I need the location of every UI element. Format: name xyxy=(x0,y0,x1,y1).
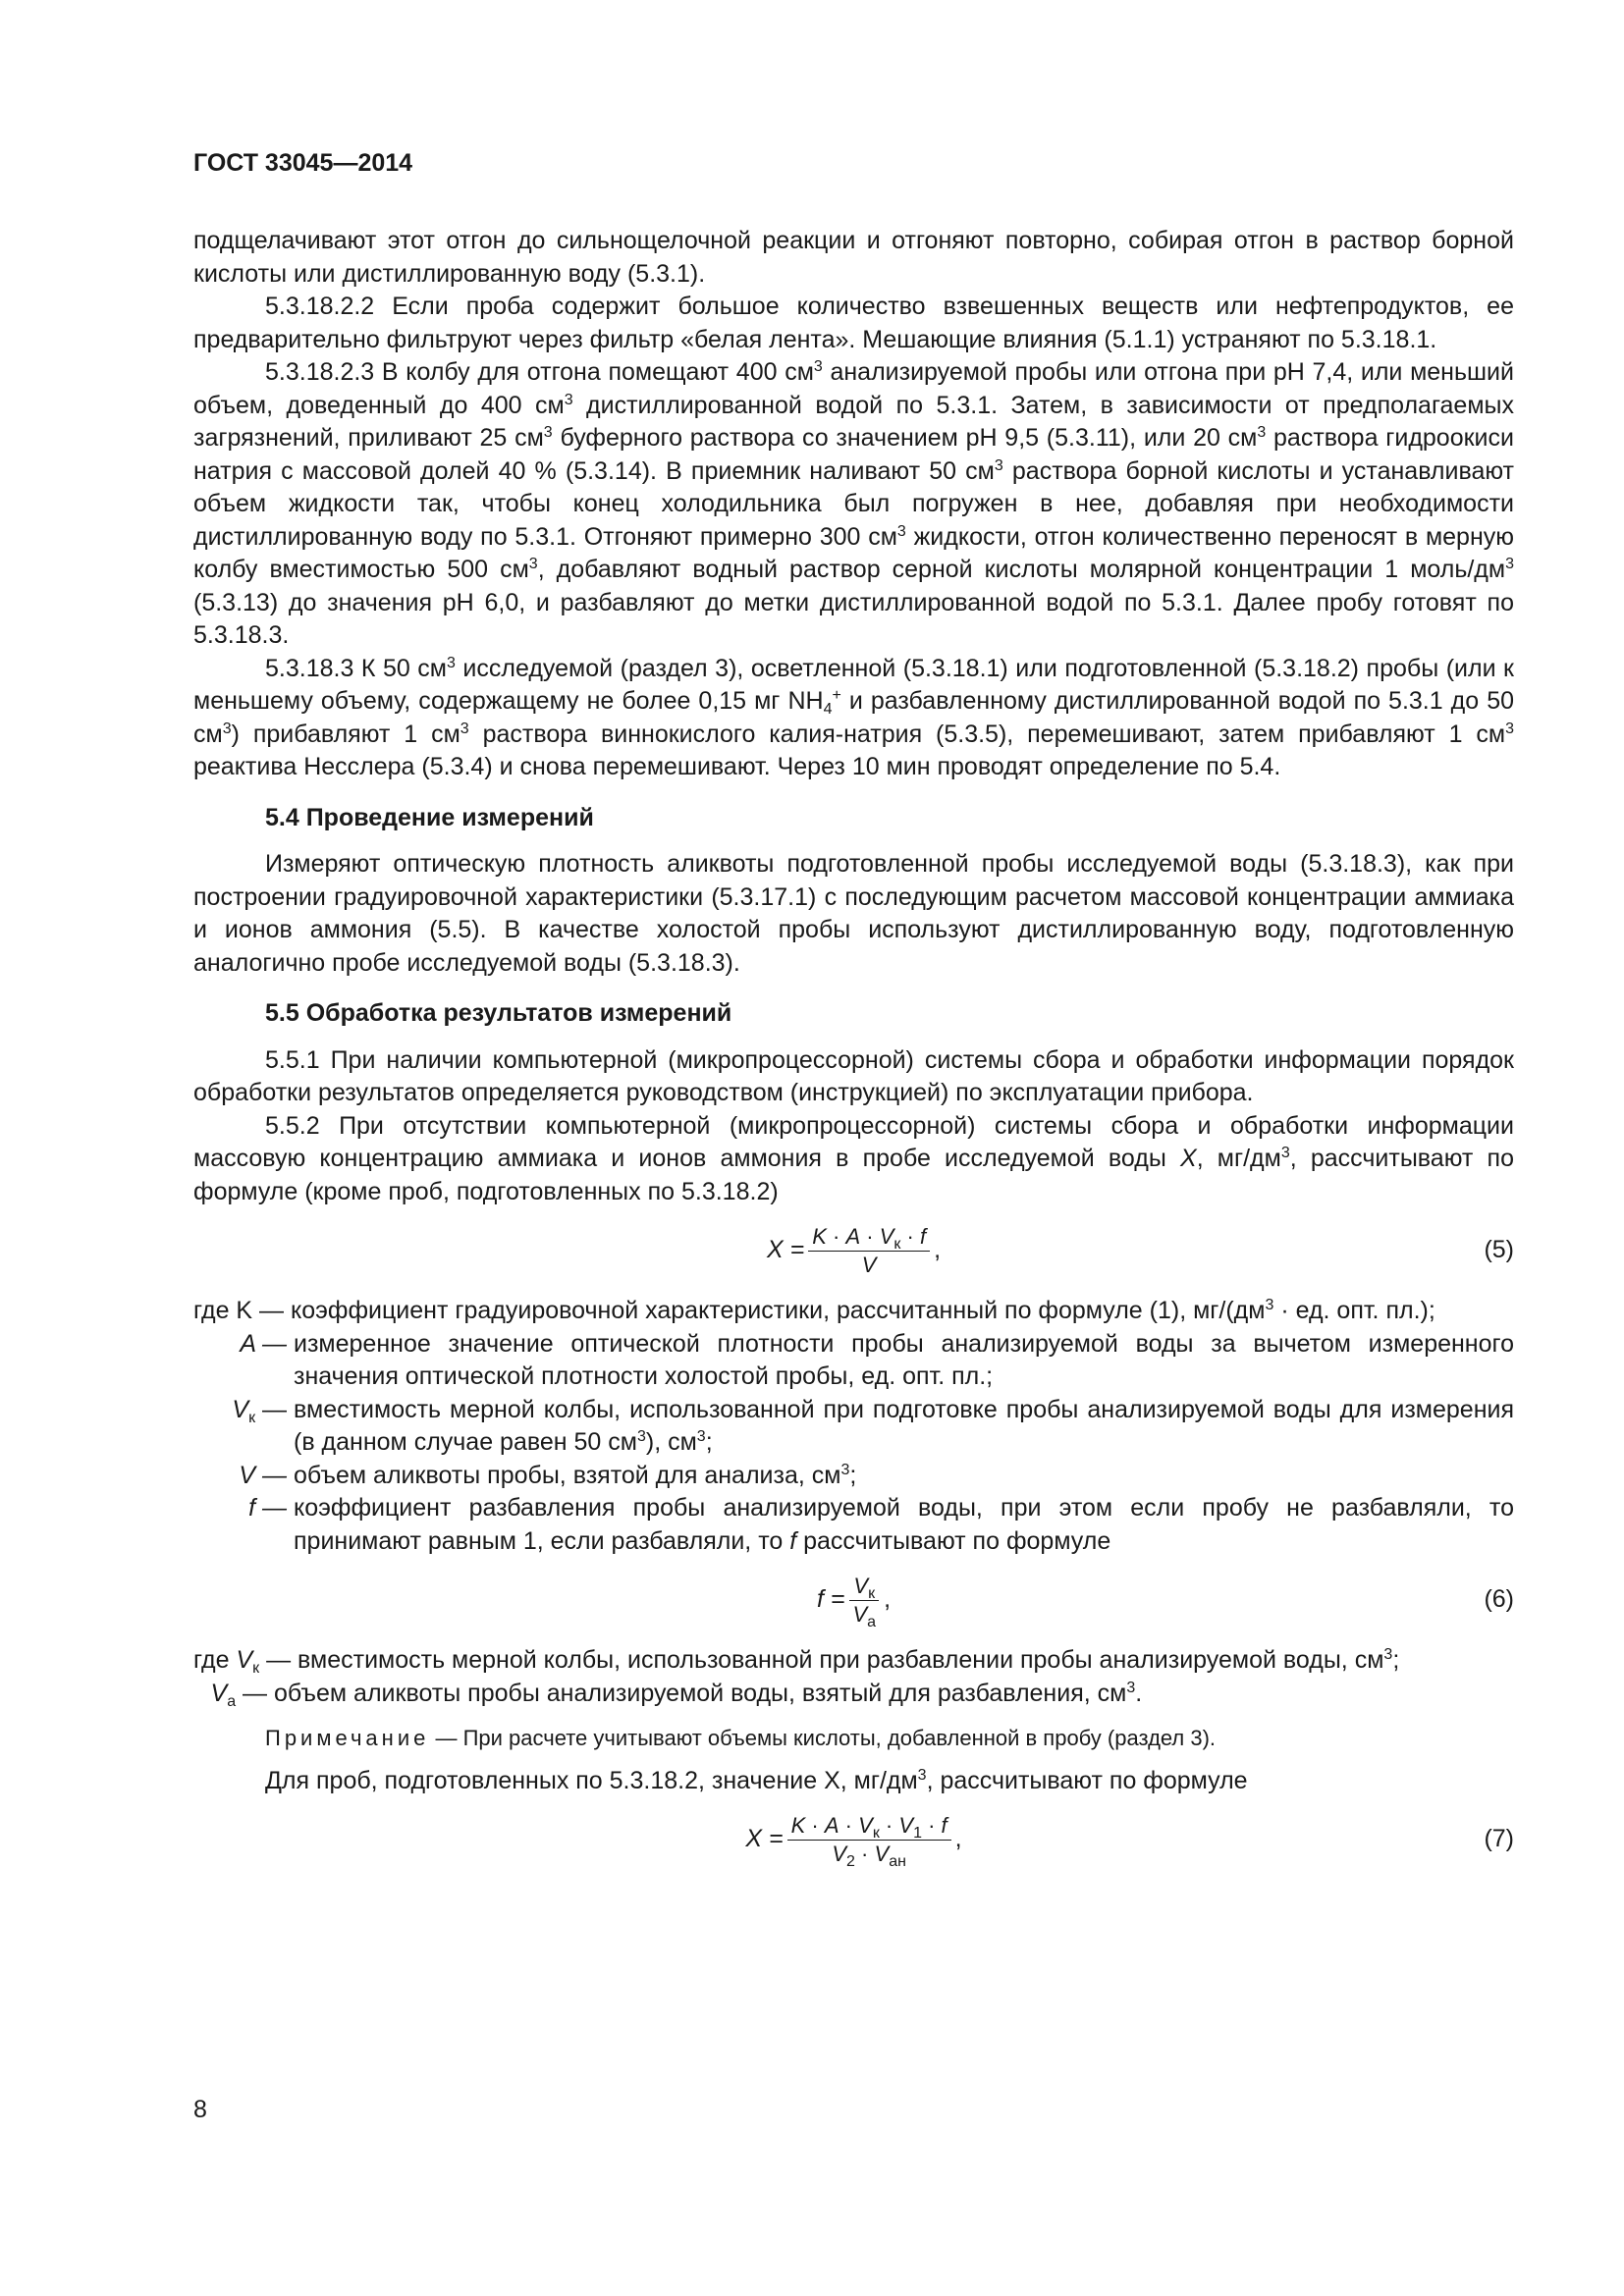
formula-6: f = $\frac{V_к}{V_а}$ , (6) xyxy=(816,1574,1514,1630)
formula-5-number: (5) xyxy=(1484,1236,1514,1263)
formula-5-fraction: $\frac{K \cdot A \cdot V_к \cdot f}{V}$ xyxy=(808,1223,930,1278)
section-title-5-5: 5.5 Обработка результатов измерений xyxy=(265,999,732,1027)
definition-a: A — измеренное значение оптической плотности пробы анализируемой воды за вычетом измеренного значения оптической плотности холостой пробы, ед. опт. пл.; xyxy=(240,1329,1514,1390)
definition-vk: $V_к$ — вместимость мерной колбы, использованной при подготовке пробы анализируемой воды для измерения (в данном случае равен 50 $см^3$), $см^3$; xyxy=(232,1395,1514,1456)
paragraph-5-3-18-2-2: 5.3.18.2.2 Если проба содержит большое количество взвешенных веществ или нефтепродуктов, ее предварительно фильтруют через фильтр «белая лента». Мешающие влияния (5.1.1) устраняют по 5.3.18.1. xyxy=(193,293,1514,353)
definition-v: V — объем аликвоты пробы, взятой для анализа, $см^3$; xyxy=(239,1461,857,1489)
formula-7-lhs: X = xyxy=(745,1825,784,1853)
paragraph-5-3-18-3: 5.3.18.3 К 50 $см^3$ исследуемой (раздел 3), осветленной (5.3.18.1) или подготовленной (5.3.18.2) пробы (или к меньшему объему, содержащему не более 0,15 мг $NH_4^+$ и разбавленному дистиллированной водой по 5.3.1 до 50 $см^3$) прибавляют 1 $см^3$ раствора виннокислого калия-натрия (5.3.5), перемешивают, затем прибавляют 1 $см^3$ реактива Несслера (5.3.4) и снова перемешивают. Через 10 мин проводят определение по 5.4. xyxy=(193,654,1514,780)
formula-5: X = $\frac{K \cdot A \cdot V_к \cdot f}{V}$ , (5) xyxy=(766,1224,1514,1277)
formula-7-number: (7) xyxy=(1484,1825,1514,1852)
formula-6-lhs: f = xyxy=(816,1585,845,1614)
definition-f: f — коэффициент разбавления пробы анализируемой воды, при этом если пробу не разбавляли, то принимают равным 1, если разбавляли, то f рассчитывают по формуле xyxy=(248,1494,1514,1555)
definition-va: $V_а$ — объем аликвоты пробы анализируемой воды, взятый для разбавления, $см^3$. xyxy=(210,1679,1143,1710)
formula-7: X = $\frac{K \cdot A \cdot V_к \cdot V_1 \cdot f}{V_2 \cdot V_{ан}}$ , (7) xyxy=(745,1813,1514,1870)
formula-5-lhs: X = xyxy=(766,1236,805,1264)
page-content xyxy=(193,225,1514,1884)
paragraph-5-3-18-2-3: 5.3.18.2.3 В колбу для отгона помещают 400 $см^3$ анализируемой пробы или отгона при pH 7,4, или меньший объем, доведенный до 400 $см^3$ дистиллированной водой по 5.3.1. Затем, в зависимости от предполагаемых загрязнений, приливают 25 $см^3$ буферного раствора со значением pH 9,5 (5.3.11), или 20 $см^3$ раствора гидроокиси натрия с массовой долей 40 % (5.3.14). В приемник наливают 50 $см^3$ раствора борной кислоты и устанавливают объем жидкости так, чтобы конец холодильника был погружен в нее, добавляя при необходимости дистиллированную воду по 5.3.1. Отгоняют примерно 300 $см^3$ жидкости, отгон количественно переносят в мерную колбу вместимостью 500 $см^3$, добавляют водный раствор серной кислоты молярной концентрации 1 моль/$дм^3$ (5.3.13) до значения pH 6,0, и разбавляют до метки дистиллированной водой по 5.3.1. Далее пробу готовят по 5.3.18.3. xyxy=(193,358,1515,649)
formula-7-fraction: $\frac{K \cdot A \cdot V_к \cdot V_1 \cdot f}{V_2 \cdot V_{ан}}$ xyxy=(787,1812,951,1867)
section-title-5-4: 5.4 Проведение измерений xyxy=(265,803,594,831)
formula-6-fraction: $\frac{V_к}{V_а}$ xyxy=(848,1573,880,1628)
page-number: 8 xyxy=(193,2096,207,2123)
formula-6-number: (6) xyxy=(1484,1585,1514,1613)
formula-5-definitions xyxy=(193,1295,1514,1558)
paragraph-5-5-1: 5.5.1 При наличии компьютерной (микропроцессорной) системы сбора и обработки информации порядок обработки результатов определяется руководством (инструкцией) по эксплуатации прибора. xyxy=(193,1045,1514,1106)
definition-vk-dilution: где $V_к$ — вместимость мерной колбы, использованной при разбавлении пробы анализируемой воды, $см^3$; xyxy=(193,1646,1400,1677)
definition-k: где K — коэффициент градуировочной характеристики, рассчитанный по формуле (1), $мг/(дм^3$ · ед. опт. пл.); xyxy=(193,1297,1435,1324)
formula-6-definitions xyxy=(193,1644,1514,1710)
paragraph-5-4: Измеряют оптическую плотность аликвоты подготовленной пробы исследуемой воды (5.3.18.3), как при построении градуировочной характеристики (5.3.17.1) с последующим расчетом массовой концентрации аммиака и ионов аммония (5.5). В качестве холостой пробы используют дистиллированную воду, подготовленную аналогично пробе исследуемой воды (5.3.18.3). xyxy=(193,850,1514,977)
paragraph-continuation: подщелачивают этот отгон до сильнощелочной реакции и отгоняют повторно, собирая отгон в раствор борной кислоты или дистиллированную воду (5.3.1). xyxy=(193,227,1514,288)
note: Примечание — При расчете учитывают объемы кислоты, добавленной в пробу (раздел 3). xyxy=(265,1726,1217,1750)
paragraph-5-5-2: 5.5.2 При отсутствии компьютерной (микропроцессорной) системы сбора и обработки информации массовую концентрацию аммиака и ионов аммония в пробе исследуемой воды X, $мг/дм^3$, рассчитывают по формуле (кроме проб, подготовленных по 5.3.18.2) xyxy=(193,1111,1514,1205)
paragraph-formula-7-intro: Для проб, подготовленных по 5.3.18.2, значение X, $мг/дм^3$, рассчитывают по формуле xyxy=(265,1766,1248,1794)
page-header: ГОСТ 33045—2014 xyxy=(193,149,413,177)
